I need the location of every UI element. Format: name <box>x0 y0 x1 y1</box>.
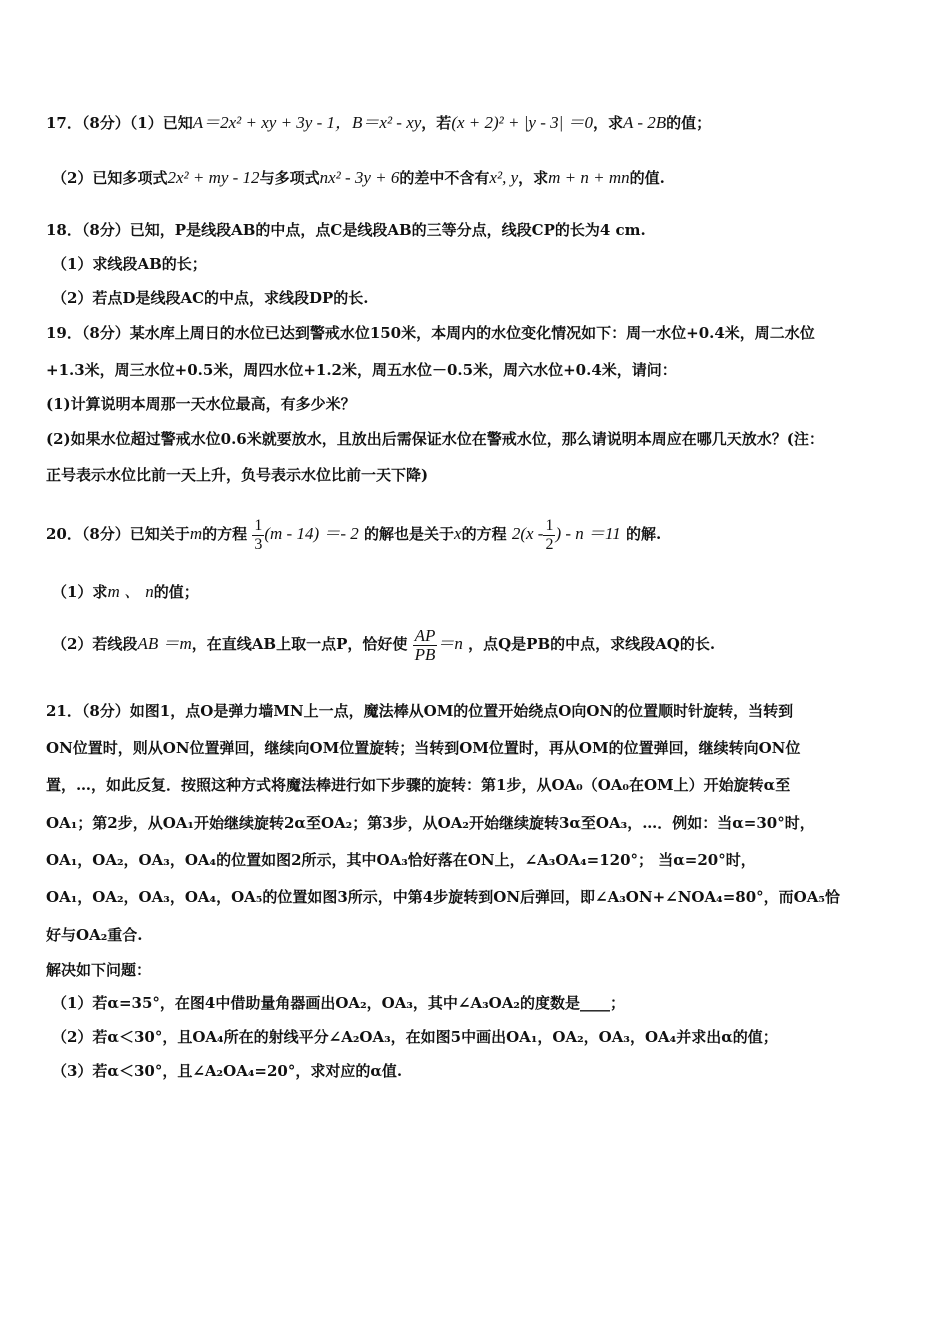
q20-var-x: x <box>454 524 462 543</box>
q17-formula-a-b: A＝2x² + xy + 3y - 1，B＝x² - xy <box>192 113 422 132</box>
q17-text: 的值. <box>629 169 665 187</box>
q21-part-3: （3）若α＜30°，且∠A₂OA₄=20°，求对应的α值. <box>52 1062 403 1080</box>
q20-text: 的解. <box>625 525 662 543</box>
q20-part-2 <box>52 622 715 666</box>
q20-text: ，点Q是PB的中点，求线段AQ的长. <box>468 635 716 653</box>
q17-text: 的值； <box>666 114 712 132</box>
q17-text: 与多项式 <box>259 169 320 187</box>
q21-line-3: 置，…，如此反复．按照这种方式将魔法棒进行如下步骤的旋转：第1步，从OA₀（OA₀在OM上）开始旋转α至 <box>46 776 791 794</box>
q17-polynomial-1: 2x² + my - 12 <box>167 168 260 187</box>
q20-text: 的值； <box>153 583 199 601</box>
q20-text: （2）若线段 <box>52 635 138 653</box>
q20-text: 20．（8分）已知关于 <box>46 525 190 543</box>
q17-variables: x², y <box>489 168 519 187</box>
q17-text: ，若 <box>421 114 452 132</box>
q17-text: （2）已知多项式 <box>52 169 168 187</box>
q20-text: 的解也是关于 <box>364 525 455 543</box>
q17-line-2 <box>52 168 665 188</box>
q19-part-2: (2)如果水位超过警戒水位0.6米就要放水，且放出后需保证水位在警戒水位，那么请说明本周应在哪几天放水？(注： <box>46 430 824 448</box>
q21-subheading: 解决如下问题： <box>46 961 152 979</box>
q20-fraction-ap-pb <box>413 627 438 664</box>
q17-polynomial-2: nx² - 3y + 6 <box>319 168 400 187</box>
q21-line-1: 21．（8分）如图1，点O是弹力墙MN上一点，魔法棒从OM的位置开始绕点O向ON的位置顺时针旋转，当转到 <box>46 702 794 720</box>
q21-line-7: 好与OA₂重合. <box>46 926 143 944</box>
q20-text: 的方程 <box>461 525 507 543</box>
q20-fraction-1 <box>252 517 264 554</box>
q20-equation-1: (m - 14) ＝- 2 <box>264 524 359 543</box>
q19-note: 正号表示水位比前一天上升，负号表示水位比前一天下降) <box>46 466 429 484</box>
fraction-numerator: 1 <box>545 516 554 534</box>
q17-line-1 <box>46 113 711 133</box>
q17-expression: A - 2B <box>623 113 667 132</box>
q18-part-1: （1）求线段AB的长； <box>52 255 207 273</box>
q20-equation-2-left: 2(x - <box>511 524 544 543</box>
q20-ab-equals-m: AB ＝m <box>137 634 192 653</box>
q20-text: 的方程 <box>202 525 248 543</box>
q17-condition: (x + 2)² + |y - 3| ＝0 <box>451 113 594 132</box>
q18-part-2: （2）若点D是线段AC的中点，求线段DP的长. <box>52 289 369 307</box>
q19-line-2: +1.3米，周三水位+0.5米，周四水位+1.2米，周五水位－0.5米，周六水位+0.4米，请问： <box>46 361 677 379</box>
q20-vars-m-n: m 、 n <box>107 582 154 601</box>
q18-line-1: 18．（8分）已知，P是线段AB的中点，点C是线段AB的三等分点，线段CP的长为4 cm. <box>46 221 646 239</box>
q20-equation-2-right: ) - n ＝11 <box>555 524 621 543</box>
q20-line-1 <box>46 512 661 556</box>
q21-line-4: OA₁；第2步，从OA₁开始继续旋转2α至OA₂；第3步，从OA₂开始继续旋转3α至OA₃，…．例如：当α=30°时， <box>46 814 815 832</box>
q17-expression-2: m + n + mn <box>548 168 630 187</box>
q17-text: ，求 <box>518 169 549 187</box>
q19-line-1: 19．（8分）某水库上周日的水位已达到警戒水位150米，本周内的水位变化情况如下：周一水位+0.4米，周二水位 <box>46 324 815 342</box>
q17-text: ，求 <box>593 114 624 132</box>
q19-part-1: (1)计算说明本周那一天水位最高，有多少米？ <box>46 395 356 413</box>
q17-text: 的差中不含有 <box>399 169 490 187</box>
q20-text: （1）求 <box>52 583 108 601</box>
q21-part-1: （1）若α=35°，在图4中借助量角器画出OA₂，OA₃，其中∠A₃OA₂的度数是____； <box>52 994 625 1012</box>
q21-line-6: OA₁，OA₂，OA₃，OA₄，OA₅的位置如图3所示，中第4步旋转到ON后弹回，即∠A₃ON+∠NOA₄=80°，而OA₅恰 <box>46 888 840 906</box>
q20-text: ，在直线AB上取一点P，恰好使 <box>191 635 408 653</box>
q20-part-1 <box>52 582 199 602</box>
q21-line-2: ON位置时，则从ON位置弹回，继续向OM位置旋转；当转到OM位置时，再从OM的位置弹回，继续转向ON位 <box>46 739 801 757</box>
fraction-denominator: 3 <box>254 535 263 553</box>
q20-equals-n: ＝n <box>437 634 463 653</box>
q17-text: 17．（8分）（1）已知 <box>46 114 193 132</box>
q20-var-m: m <box>189 524 203 543</box>
q21-line-5: OA₁，OA₂，OA₃，OA₄的位置如图2所示，其中OA₃恰好落在ON上，∠A₃OA₄=120°； 当α=20°时， <box>46 851 756 869</box>
fraction-numerator: 1 <box>254 516 263 534</box>
fraction-denominator: PB <box>414 644 436 664</box>
q20-fraction-2 <box>543 517 555 554</box>
q21-part-2: （2）若α＜30°，且OA₄所在的射线平分∠A₂OA₃，在如图5中画出OA₁，OA₂，OA₃，OA₄并求出α的值； <box>52 1028 778 1046</box>
fraction-numerator: AP <box>414 625 436 645</box>
fraction-denominator: 2 <box>545 535 554 553</box>
